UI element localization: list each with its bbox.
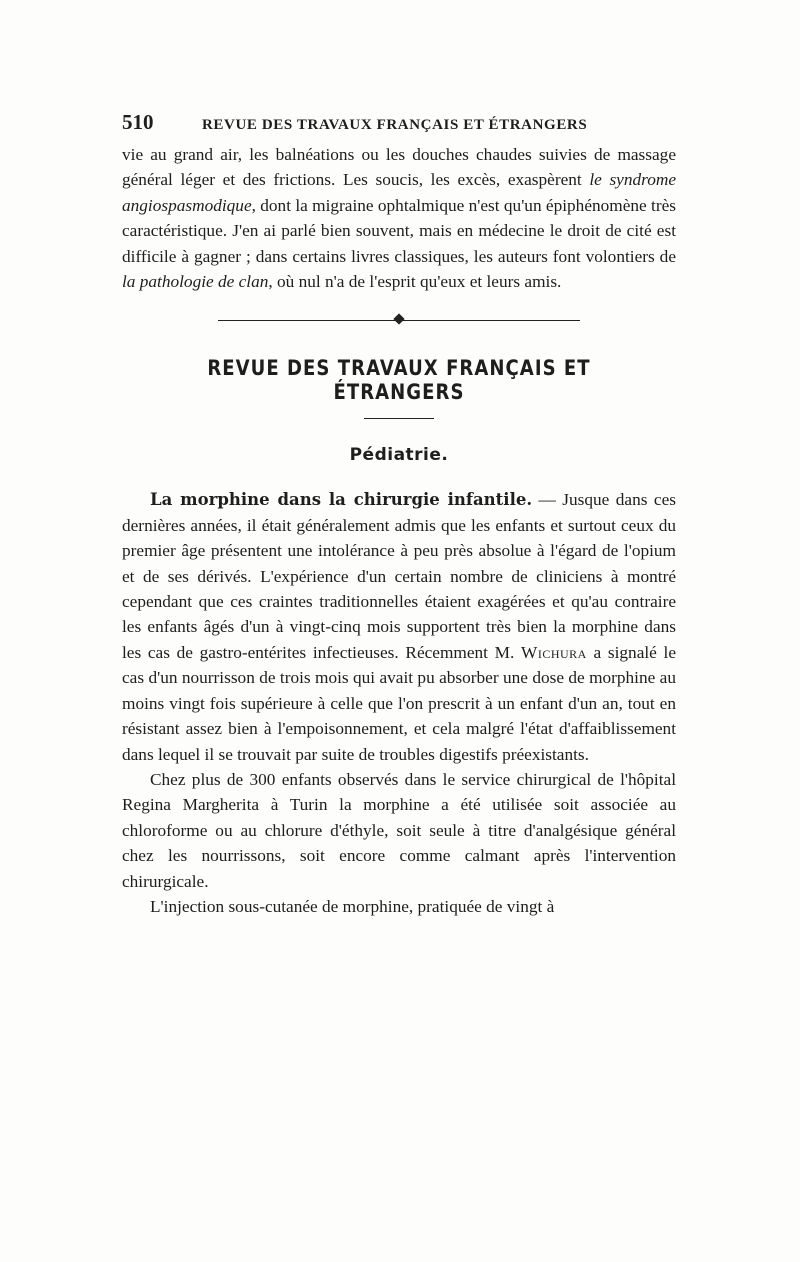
ornamental-separator <box>122 304 676 338</box>
intro-text-b: , dont la migraine ophtalmique n'est qu'un épiphénomène très caractéristique. J'en ai parlé bien souvent, mais en médecine le droit de cité est difficile à gagner ; dans certains livres classiques, les auteurs font volontiers de <box>122 195 676 266</box>
separator-diamond-icon <box>393 314 404 325</box>
running-title: REVUE DES TRAVAUX FRANÇAIS ET ÉTRANGERS <box>202 117 588 133</box>
intro-text-c: , où nul n'a de l'esprit qu'eux et leurs amis. <box>268 272 562 292</box>
intro-italic-syndrome: le syndrome angiospasmodique <box>122 170 676 215</box>
article-p1-text-a: — Jusque dans ces dernières années, il était généralement admis que les enfants et surtout ceux du premier âge présentent une intolérance à peu près absolue à l'égard de l'opium et de ses dérivés. L'expérience d'un certain nombre de cliniciens à montré cependant que ces craintes traditionnelles étaient exagérées et qu'au contraire les enfants âgés d'un à vingt-cinq mois supportent très bien la morphine dans les cas de gastro-entérites infectieuses. Récemment M. <box>122 490 676 662</box>
page <box>122 110 676 919</box>
article-paragraph-2: Chez plus de 300 enfants observés dans le service chirurgical de l'hôpital Regina Margherita à Turin la morphine a été utilisée soit associée au chloroforme ou au chlorure d'éthyle, soit seule à titre d'analgésique général chez les nourrissons, soit encore comme calmant après l'intervention chirurgicale. <box>122 769 676 891</box>
subsection-title: Pédiatrie. <box>349 445 449 466</box>
intro-italic-pathologie: la pathologie de clan <box>122 272 269 292</box>
article-p1-text-b: a signalé le cas d'un nourrisson de trois mois qui avait pu absorber une dose de morphine au moins vingt fois supérieure à celle que l'on prescrit à un enfant d'un an, tout en résistant assez bien à l'empoisonnement, et cela malgré l'état d'affaiblissement dans lequel il se trouvait par suite de troubles digestifs préexistants. <box>122 642 676 764</box>
running-head <box>122 110 676 142</box>
article-title: La morphine dans la chirurgie infantile. <box>150 490 533 510</box>
page-number: 510 <box>122 110 154 134</box>
intro-paragraph <box>122 142 676 294</box>
article-paragraph-3: L'injection sous-cutanée de morphine, pratiquée de vingt à <box>150 896 555 916</box>
section-title: REVUE DES TRAVAUX FRANÇAIS ET ÉTRANGERS <box>207 356 591 405</box>
intro-text-a: vie au grand air, les balnéations ou les douches chaudes suivies de massage général léger et des frictions. Les soucis, les excès, exaspèrent <box>122 145 676 190</box>
article-paragraph-1 <box>122 487 676 766</box>
author-name: Wichura <box>521 642 587 662</box>
section-rule <box>364 418 434 419</box>
